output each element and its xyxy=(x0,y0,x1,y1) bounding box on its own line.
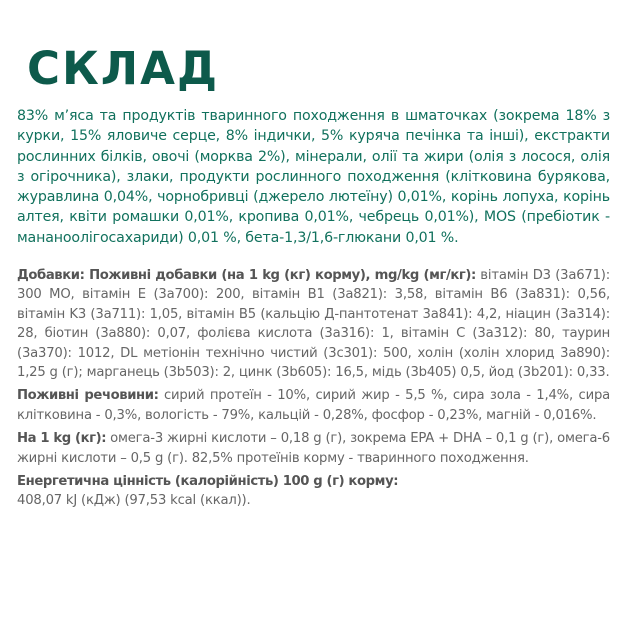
energy-text: 408,07 kJ (кДж) (97,53 kcal (ккал)). xyxy=(17,493,251,509)
per-kg-paragraph xyxy=(17,429,610,468)
details-section xyxy=(17,266,610,511)
nutrients-text: сирий протеїн - 10%, сирий жир - 5,5 %, сира зола - 1,4%, сира клітковина - 0,3%, вологість - 79%, кальцій - 0,28%, фосфор - 0,23%, магній - 0,016%. xyxy=(17,388,611,423)
composition-text: 83% м’яса та продуктів тваринного походження в шматочках (зокрема 18% з курки, 15% яловиче серце, 8% індички, 5% куряча печінка та інші), екстракти рослинних білків, овочі (морква 2%), мінерали, олії та жири (олія з лосося, олія з огірочника), злаки, продукти рослинного походження (клітковина бурякова, журавлина 0,04%, чорнобривці (джерело лютеїну) 0,01%, корінь лопуха, корінь алтея, квіти ромашки 0,01%, кропива 0,01%, чебрець 0,01%), MOS (пребіотик - мананоолігосахариди) 0,01 %, бета-1,3/1,6-глюкани 0,01 %. xyxy=(17,108,610,246)
page-title: СКЛАД xyxy=(27,42,220,95)
energy-paragraph xyxy=(17,472,610,511)
per-kg-label: На 1 kg (кг): xyxy=(17,431,107,447)
energy-label: Енергетична цінність (калорійність) 100 g (г) корму: xyxy=(17,474,399,490)
additives-text: вітамін D3 (3a671): 300 МО, вітамін E (3a700): 200, вітамін B1 (3a821): 3,58, вітамін B6 (3a831): 0,56, вітамін K3 (3a711): 1,05, вітамін B5 (кальцію Д-пантотенат 3a841): 4,2, ніацин (3a314): 28, біотин (3a880): 0,07, фолієва кислота (3a316): 1, вітамін C (3a312): 80, таурин (3a370): 1012, DL метіонін технічно чистий (3c301): 500, холін (холін хлорид 3a890): 1,25 g (г); марганець (3b503): 2, цинк (3b605): 16,5, мідь (3b405) 0,5, йод (3b201): 0,33. xyxy=(17,268,610,381)
nutrients-label: Поживні речовини: xyxy=(17,388,159,404)
additives-paragraph xyxy=(17,266,610,382)
per-kg-text: омега-3 жирні кислоти – 0,18 g (г), зокрема EPA + DHA – 0,1 g (г), омега-6 жирні кислоти – 0,5 g (г). 82,5% протеїнів корму - тваринного походження. xyxy=(17,431,610,466)
nutrients-paragraph xyxy=(17,386,610,425)
additives-label: Добавки: Поживні добавки (на 1 kg (кг) корму), mg/kg (мг/кг): xyxy=(17,268,476,283)
